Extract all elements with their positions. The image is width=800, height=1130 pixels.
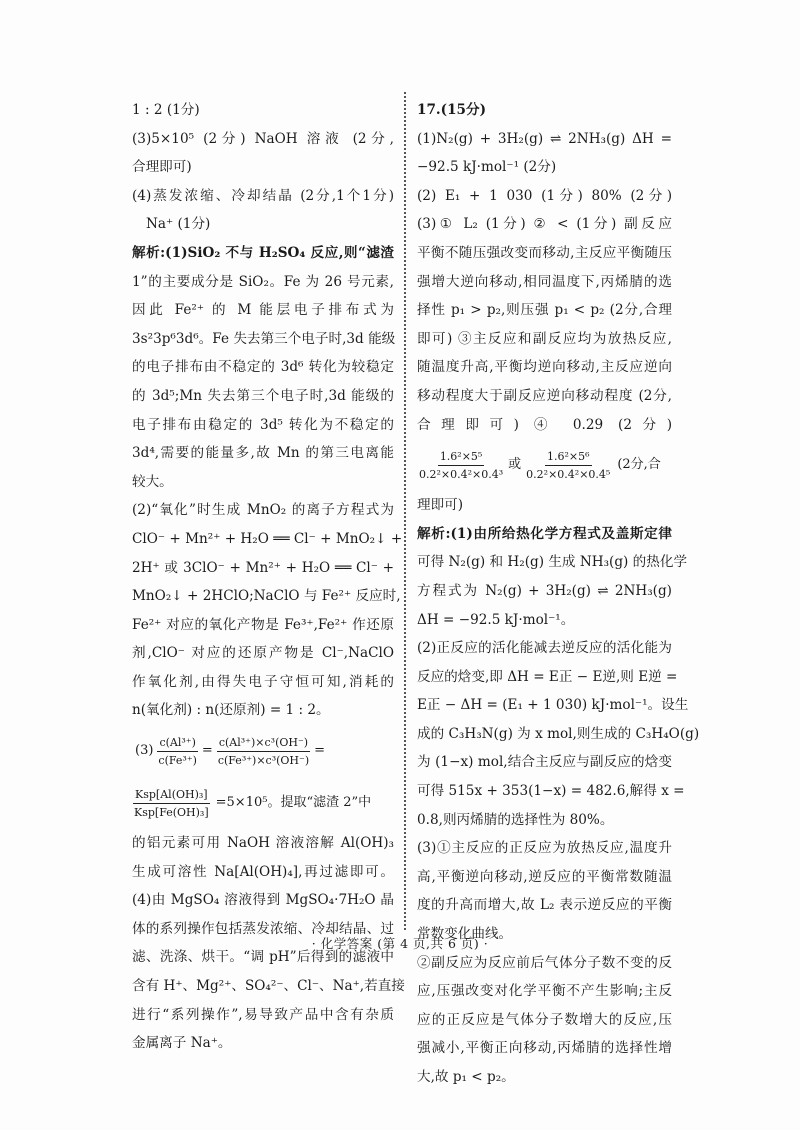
analysis-line: 2H⁺ 或 3ClO⁻ + Mn²⁺ + H₂O ══ Cl⁻ + xyxy=(132,559,394,576)
fraction xyxy=(132,786,211,821)
analysis-line: 的铝元素可用 NaOH 溶液溶解 Al(OH)₃ xyxy=(132,835,394,852)
analysis-line: 成的 C₃H₃N(g) 为 x mol,则生成的 C₃H₄O(g) xyxy=(417,725,700,742)
analysis-line: (2)“氧化”时生成 MnO₂ 的离子方程式为 xyxy=(132,502,394,519)
fraction-numerator: 1.6²×5⁶ xyxy=(545,448,592,466)
answer-line: −92.5 kJ·mol⁻¹ (2分) xyxy=(417,159,557,176)
analysis-line: 3s²3p⁶3d⁶。Fe 失去第三个电子时,3d 能级 xyxy=(132,330,396,347)
page-footer: · 化学答案 (第 4 页,共 6 页) · xyxy=(311,936,489,951)
analysis-line: 0.8,则丙烯腈的选择性为 80%。 xyxy=(417,811,614,828)
analysis-line: 进行“系列操作”,易导致产品中含有杂质 xyxy=(132,1006,394,1023)
fraction-tail: =5×10⁵。提取“滤渣 2”中 xyxy=(215,794,372,810)
fraction xyxy=(524,448,612,483)
analysis-line: Fe²⁺ 对应的氧化产物是 Fe³⁺,Fe²⁺ 作还原 xyxy=(132,616,394,633)
answer-line: (2) E₁ + 1 030 (1分) 80% (2分) xyxy=(417,187,672,204)
analysis-line: 大,故 p₁ < p₂。 xyxy=(417,1069,515,1085)
equals-sign: = xyxy=(201,742,213,758)
analysis-line: 含有 H⁺、Mg²⁺、SO₄²⁻、Cl⁻、Na⁺,若直接 xyxy=(132,978,405,995)
question-heading: 17.(15分) xyxy=(417,102,487,118)
fraction xyxy=(156,734,199,769)
fraction-denominator: 0.2²×0.4²×0.4³ xyxy=(419,467,504,481)
answer-line: (1)N₂(g) + 3H₂(g) ⇌ 2NH₃(g) ΔH = xyxy=(417,130,672,147)
analysis-line: 因此 Fe²⁺ 的 M 能层电子排布式为 xyxy=(132,302,394,319)
fraction xyxy=(216,734,311,769)
answer-line: 择性 p₁ > p₂,则压强 p₁ < p₂ (2分,合理 xyxy=(417,302,672,319)
answer-line: (4)蒸发浓缩、冷却结晶 (2分,1个1分) xyxy=(132,187,394,204)
equals-sign: = xyxy=(314,742,326,758)
fraction-equation-1 xyxy=(132,725,394,777)
fraction-denominator: Ksp[Fe(OH)₃] xyxy=(134,805,209,819)
analysis-line: 方程式为 N₂(g) + 3H₂(g) ⇌ 2NH₃(g) xyxy=(417,582,672,599)
analysis-line: 常数变化曲线。 xyxy=(417,926,513,943)
fraction-numerator: Ksp[Al(OH)₃] xyxy=(133,786,210,804)
analysis-line: 反应的焓变,即 ΔH = E正 − E逆,则 E逆 = xyxy=(417,668,678,685)
analysis-line: 高,平衡逆向移动,逆反应的平衡常数随温 xyxy=(417,868,672,885)
fraction-tail: (2分,合 xyxy=(617,456,661,472)
analysis-line: 金属离子 Na⁺。 xyxy=(132,1035,232,1052)
analysis-line: 的 3d⁵;Mn 失去第三个电子时,3d 能级的 xyxy=(132,387,394,404)
fraction-denominator: c(Fe³⁺) xyxy=(158,753,197,767)
answer-line: 1 : 2 (1分) xyxy=(132,102,200,118)
analysis-line: 的电子排布由不稳定的 3d⁶ 转化为较稳定 xyxy=(132,359,394,376)
fraction-denominator: c(Fe³⁺)×c³(OH⁻) xyxy=(217,753,310,767)
or-word: 或 xyxy=(508,456,522,472)
analysis-line: n(氧化剂) : n(还原剂) = 1 : 2。 xyxy=(132,702,330,719)
fraction xyxy=(417,448,505,483)
answer-line: (3)5×10⁵ (2分) NaOH 溶液 (2分, xyxy=(132,130,394,147)
answer-line: 理即可) xyxy=(417,497,464,514)
analysis-line: 解析:(1)由所给热化学方程式及盖斯定律 xyxy=(417,525,672,542)
analysis-line: 滤、洗涤、烘干。“调 pH”后得到的滤液中 xyxy=(132,949,394,966)
analysis-line: 生成可溶性 Na[Al(OH)₄],再过滤即可。 xyxy=(132,863,394,880)
analysis-line: (3)①主反应的正反应为放热反应,温度升 xyxy=(417,840,672,857)
column-divider xyxy=(404,92,406,930)
fraction-equation-3 xyxy=(417,439,672,491)
answer-line: 即可) ③主反应和副反应均为放热反应, xyxy=(417,330,672,347)
fraction-numerator: c(Al³⁺)×c³(OH⁻) xyxy=(217,734,310,752)
answer-line: 合理即可) xyxy=(132,159,192,176)
analysis-line: 度的升高而增大,故 L₂ 表示逆反应的平衡 xyxy=(417,897,672,914)
analysis-line: MnO₂↓ + 2HClO;NaClO 与 Fe²⁺ 反应时, xyxy=(132,588,401,605)
analysis-line: 应,压强改变对化学平衡不产生影响;主反 xyxy=(417,983,672,1000)
analysis-line: ΔH = −92.5 kJ·mol⁻¹。 xyxy=(417,611,575,628)
answer-line: (3)① L₂ (1分) ② < (1分) 副反应 xyxy=(417,216,672,233)
fraction-prefix: (3) xyxy=(135,742,154,758)
fraction-numerator: 1.6²×5⁵ xyxy=(438,448,485,466)
answer-line: 强增大逆向移动,相同温度下,丙烯腈的选 xyxy=(417,273,672,290)
analysis-line: (4)由 MgSO₄ 溶液得到 MgSO₄·7H₂O 晶 xyxy=(132,892,394,909)
analysis-line: 可得 N₂(g) 和 H₂(g) 生成 NH₃(g) 的热化学 xyxy=(417,554,688,571)
fraction-equation-2 xyxy=(132,777,394,829)
analysis-line: 剂,ClO⁻ 对应的还原产物是 Cl⁻,NaClO xyxy=(132,645,394,662)
answer-line: 随温度升高,平衡均逆向移动,主反应逆向 xyxy=(417,359,672,376)
analysis-line: 应的正反应是气体分子数增大的反应,压 xyxy=(417,1011,672,1028)
analysis-line: ②副反应为反应前后气体分子数不变的反 xyxy=(417,954,672,971)
analysis-line: 作氧化剂,由得失电子守恒可知,消耗的 xyxy=(132,673,394,690)
fraction-denominator: 0.2²×0.4²×0.4⁵ xyxy=(526,467,611,481)
analysis-line: 较大。 xyxy=(132,473,173,490)
analysis-line: 可得 515x + 353(1−x) = 482.6,解得 x = xyxy=(417,783,685,800)
analysis-line: E正 − ΔH = (E₁ + 1 030) kJ·mol⁻¹。设生 xyxy=(417,697,689,714)
analysis-line: 体的系列操作包括蒸发浓缩、冷却结晶、过 xyxy=(132,920,394,937)
analysis-line: 解析:(1)SiO₂ 不与 H₂SO₄ 反应,则“滤渣 xyxy=(132,244,394,261)
analysis-line: ClO⁻ + Mn²⁺ + H₂O ══ Cl⁻ + MnO₂↓ + xyxy=(132,530,403,547)
answer-line: 合理即可) ④ 0.29 (2分) xyxy=(417,416,672,433)
analysis-line: 3d⁴,需要的能量多,故 Mn 的第三电离能 xyxy=(132,445,394,462)
answer-line: Na⁺ (1分) xyxy=(146,216,211,233)
analysis-line: (2)正反应的活化能减去逆反应的活化能为 xyxy=(417,640,672,657)
fraction-numerator: c(Al³⁺) xyxy=(157,734,197,752)
analysis-line: 强减小,平衡正向移动,丙烯腈的选择性增 xyxy=(417,1040,672,1057)
answer-line: 移动程度大于副反应逆向移动程度 (2分, xyxy=(417,387,672,404)
analysis-line: 1”的主要成分是 SiO₂。Fe 为 26 号元素, xyxy=(132,273,394,290)
analysis-line: 电子排布由稳定的 3d⁵ 转化为不稳定的 xyxy=(132,416,394,433)
answer-line: 平衡不随压强改变而移动,主反应平衡随压 xyxy=(417,244,672,261)
analysis-line: 为 (1−x) mol,结合主反应与副反应的焓变 xyxy=(417,754,672,771)
